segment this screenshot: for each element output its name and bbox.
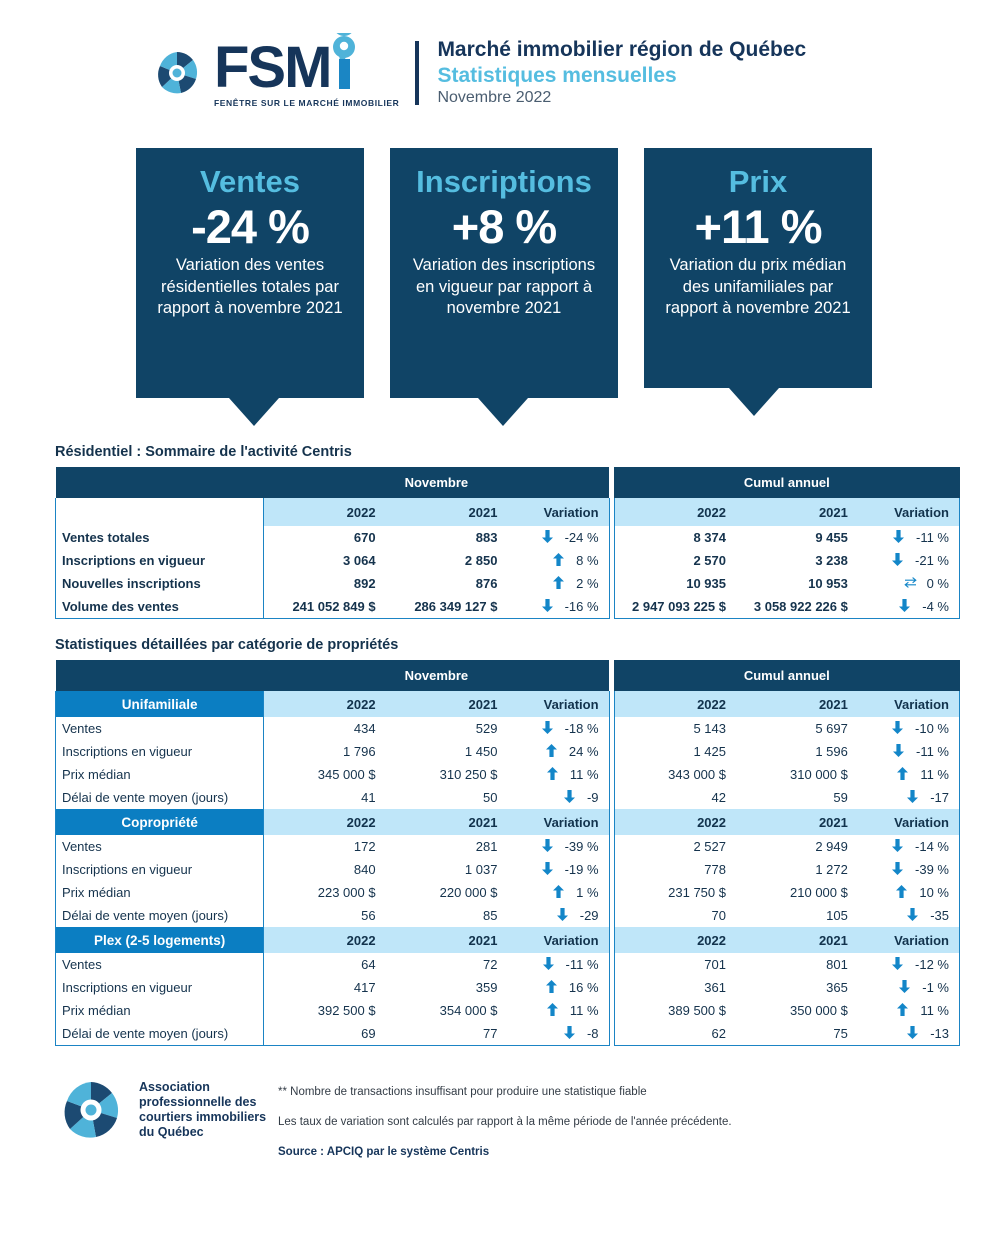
col-header-y2022: 2022 (614, 691, 736, 717)
section-title-2: Copropriété (56, 809, 264, 835)
arrow-down-icon (542, 530, 553, 543)
table-row (56, 595, 960, 619)
cell-ytd-variation: -4 % (858, 595, 960, 619)
table-row (56, 572, 960, 595)
cell-ytd-variation: -35 (858, 904, 960, 927)
cell-nov-2022: 223 000 $ (264, 881, 386, 904)
row-label: Inscriptions en vigueur (56, 740, 264, 763)
col-header-m2022: 2022 (264, 691, 386, 717)
page-date: Novembre 2022 (437, 89, 552, 107)
table-row (56, 835, 960, 858)
cell-ytd-2022: 5 143 (614, 717, 736, 740)
group-header-cumul: Cumul annuel (614, 467, 959, 498)
cell-ytd-2021: 365 (736, 976, 858, 999)
cell-nov-variation: -19 % (507, 858, 609, 881)
cell-nov-2021: 281 (386, 835, 508, 858)
cell-nov-2021: 220 000 $ (386, 881, 508, 904)
cell-nov-variation: -39 % (507, 835, 609, 858)
cell-ytd-2021: 105 (736, 904, 858, 927)
arrow-up-icon (547, 1003, 558, 1016)
table-row (56, 904, 960, 927)
header-titles (437, 37, 806, 109)
row-label: Inscriptions en vigueur (56, 858, 264, 881)
fsmi-word-row (214, 35, 399, 101)
fsmi-wordmark (214, 35, 400, 108)
cell-ytd-2022: 361 (614, 976, 736, 999)
cell-ytd-variation: -1 % (858, 976, 960, 999)
group-header-novembre: Novembre (264, 467, 609, 498)
cell-ytd-2021: 75 (736, 1022, 858, 1046)
cell-nov-variation: 8 % (507, 549, 609, 572)
kpi-description: Variation du prix médian des unifamiliales par rapport à novembre 2021 (665, 256, 851, 318)
col-header-y2021: 2021 (736, 809, 858, 835)
kpi-description: Variation des ventes résidentielles totales par rapport à novembre 2021 (157, 256, 343, 318)
arrow-down-icon (892, 721, 903, 734)
cell-ytd-variation: -11 % (858, 740, 960, 763)
cell-ytd-2021: 350 000 $ (736, 999, 858, 1022)
row-label: Prix médian (56, 763, 264, 786)
col-header-m2022: 2022 (264, 809, 386, 835)
col-header-yvar: Variation (858, 809, 960, 835)
cell-ytd-2022: 10 935 (614, 572, 736, 595)
cell-ytd-2021: 3 238 (736, 549, 858, 572)
row-label: Volume des ventes (56, 595, 264, 619)
kpi-title: Inscriptions (416, 164, 592, 199)
table-row (56, 858, 960, 881)
arrow-up-icon (553, 885, 564, 898)
col-header-y2022: 2022 (614, 927, 736, 953)
cell-ytd-2022: 2 527 (614, 835, 736, 858)
cell-ytd-2021: 2 949 (736, 835, 858, 858)
cell-nov-2022: 392 500 $ (264, 999, 386, 1022)
cell-ytd-2021: 59 (736, 786, 858, 809)
group-header-novembre: Novembre (264, 660, 609, 691)
table2-group-header-row (56, 660, 960, 691)
cell-nov-variation: 11 % (507, 999, 609, 1022)
kpi-title: Ventes (200, 164, 300, 199)
arrow-up-icon (553, 553, 564, 566)
section-header-row (56, 809, 960, 835)
table-row (56, 999, 960, 1022)
arrow-down-icon (542, 839, 553, 852)
col-header-m2021: 2021 (386, 498, 508, 526)
table1-head (56, 467, 960, 526)
cell-ytd-2021: 801 (736, 953, 858, 976)
fsmi-letters: FSM (214, 35, 331, 101)
arrow-down-icon (564, 790, 575, 803)
table-row (56, 740, 960, 763)
page-footer (55, 1074, 1000, 1158)
footnote-source: Source : APCIQ par le système Centris (278, 1146, 490, 1158)
corner-cell-2 (56, 498, 264, 526)
arrow-up-icon (553, 576, 564, 589)
col-header-m2021: 2021 (386, 691, 508, 717)
row-label: Délai de vente moyen (jours) (56, 1022, 264, 1046)
apciq-logo (55, 1074, 270, 1146)
cell-ytd-2022: 70 (614, 904, 736, 927)
table-row (56, 549, 960, 572)
page-subtitle: Statistiques mensuelles (437, 63, 677, 87)
kpi-card-prix (644, 148, 872, 426)
kpi-value: +8 % (451, 199, 557, 253)
header-divider (415, 41, 419, 105)
fsmi-i-pin-icon (330, 39, 364, 95)
cell-ytd-variation: 11 % (858, 763, 960, 786)
cell-nov-2022: 417 (264, 976, 386, 999)
group-header-cumul: Cumul annuel (614, 660, 959, 691)
kpi-title: Prix (728, 164, 788, 199)
table-row (56, 786, 960, 809)
section-header-row (56, 927, 960, 953)
cell-nov-variation: -9 (507, 786, 609, 809)
col-header-y2022: 2022 (614, 498, 736, 526)
cell-ytd-2021: 1 272 (736, 858, 858, 881)
arrow-down-icon (892, 862, 903, 875)
row-label: Prix médian (56, 999, 264, 1022)
corner-cell (56, 660, 264, 691)
cell-nov-2022: 69 (264, 1022, 386, 1046)
cell-nov-2021: 529 (386, 717, 508, 740)
table2-title: Statistiques détaillées par catégorie de propriétés (55, 637, 399, 653)
row-label: Délai de vente moyen (jours) (56, 904, 264, 927)
row-label: Inscriptions en vigueur (56, 549, 264, 572)
table1-title: Résidentiel : Sommaire de l'activité Centris (55, 444, 352, 460)
cell-ytd-2022: 8 374 (614, 526, 736, 549)
page-header (0, 0, 1000, 118)
cell-ytd-2022: 701 (614, 953, 736, 976)
col-header-m2021: 2021 (386, 927, 508, 953)
col-header-m2022: 2022 (264, 498, 386, 526)
cell-nov-variation: 11 % (507, 763, 609, 786)
row-label: Ventes (56, 717, 264, 740)
table-row (56, 1022, 960, 1046)
cell-ytd-2022: 389 500 $ (614, 999, 736, 1022)
col-header-m2022: 2022 (264, 927, 386, 953)
col-header-m2021: 2021 (386, 809, 508, 835)
cell-nov-2021: 354 000 $ (386, 999, 508, 1022)
cell-ytd-variation: 11 % (858, 999, 960, 1022)
cell-nov-2021: 77 (386, 1022, 508, 1046)
footnote-variation: Les taux de variation sont calculés par rapport à la même période de l'année précédente. (278, 1116, 732, 1128)
arrow-down-icon (907, 908, 918, 921)
cell-ytd-2021: 1 596 (736, 740, 858, 763)
footnote-insufficient: ** Nombre de transactions insuffisant pour produire une statistique fiable (278, 1086, 647, 1098)
arrow-flat-icon (904, 576, 915, 589)
table2-head (56, 660, 960, 691)
cell-nov-variation: 1 % (507, 881, 609, 904)
cell-nov-2022: 172 (264, 835, 386, 858)
section-title-1: Unifamiliale (56, 691, 264, 717)
cell-nov-2022: 434 (264, 717, 386, 740)
cell-ytd-variation: -11 % (858, 526, 960, 549)
arrow-up-icon (546, 744, 557, 757)
cell-ytd-2022: 343 000 $ (614, 763, 736, 786)
kpi-pointer (729, 388, 779, 416)
cell-ytd-2022: 231 750 $ (614, 881, 736, 904)
apciq-name: Association professionnelle des courtiers immobiliers du Québec (139, 1079, 267, 1140)
arrow-down-icon (542, 599, 553, 612)
cell-nov-2022: 56 (264, 904, 386, 927)
cell-nov-variation: -18 % (507, 717, 609, 740)
arrow-down-icon (899, 599, 910, 612)
page-title: Marché immobilier région de Québec (437, 37, 807, 61)
cell-nov-variation: -8 (507, 1022, 609, 1046)
section-title-3: Plex (2-5 logements) (56, 927, 264, 953)
col-header-mvar: Variation (507, 691, 609, 717)
table1-body (56, 526, 960, 619)
table2-wrapper (55, 660, 960, 1046)
col-header-mvar: Variation (507, 498, 609, 526)
table-row (56, 763, 960, 786)
arrow-down-icon (892, 839, 903, 852)
row-label: Prix médian (56, 881, 264, 904)
fsmi-pinwheel-icon (150, 46, 204, 100)
arrow-up-icon (546, 980, 557, 993)
cell-nov-2022: 840 (264, 858, 386, 881)
arrow-down-icon (542, 721, 553, 734)
cell-ytd-variation: 10 % (858, 881, 960, 904)
cell-nov-2021: 1 450 (386, 740, 508, 763)
cell-nov-2021: 85 (386, 904, 508, 927)
fsmi-logo (150, 35, 400, 108)
cell-ytd-2021: 9 455 (736, 526, 858, 549)
cell-nov-2022: 1 796 (264, 740, 386, 763)
kpi-pointer (478, 398, 528, 426)
col-header-y2021: 2021 (736, 498, 858, 526)
col-header-y2021: 2021 (736, 927, 858, 953)
cell-nov-2022: 670 (264, 526, 386, 549)
cell-nov-2022: 892 (264, 572, 386, 595)
cell-nov-variation: 16 % (507, 976, 609, 999)
kpi-row (0, 148, 1000, 426)
col-header-mvar: Variation (507, 809, 609, 835)
cell-nov-2021: 359 (386, 976, 508, 999)
cell-nov-2021: 72 (386, 953, 508, 976)
cell-nov-variation: -24 % (507, 526, 609, 549)
cell-nov-variation: 2 % (507, 572, 609, 595)
arrow-down-icon (893, 744, 904, 757)
col-header-yvar: Variation (858, 927, 960, 953)
arrow-up-icon (897, 1003, 908, 1016)
cell-ytd-2022: 2 570 (614, 549, 736, 572)
col-header-yvar: Variation (858, 498, 960, 526)
cell-ytd-variation: 0 % (858, 572, 960, 595)
table1-group-header-row (56, 467, 960, 498)
section-header-row (56, 691, 960, 717)
arrow-down-icon (542, 862, 553, 875)
row-label: Nouvelles inscriptions (56, 572, 264, 595)
cell-ytd-2022: 62 (614, 1022, 736, 1046)
col-header-yvar: Variation (858, 691, 960, 717)
table1-wrapper (55, 467, 960, 619)
row-label: Ventes (56, 953, 264, 976)
col-header-y2021: 2021 (736, 691, 858, 717)
arrow-down-icon (907, 790, 918, 803)
col-header-y2022: 2022 (614, 809, 736, 835)
row-label: Ventes (56, 835, 264, 858)
table-row (56, 881, 960, 904)
kpi-value: +11 % (694, 199, 822, 253)
arrow-down-icon (543, 957, 554, 970)
arrow-up-icon (896, 885, 907, 898)
table-row (56, 717, 960, 740)
row-label: Ventes totales (56, 526, 264, 549)
arrow-down-icon (892, 957, 903, 970)
row-label: Délai de vente moyen (jours) (56, 786, 264, 809)
cell-ytd-2021: 310 000 $ (736, 763, 858, 786)
corner-cell (56, 467, 264, 498)
cell-nov-variation: -11 % (507, 953, 609, 976)
cell-nov-2021: 1 037 (386, 858, 508, 881)
cell-nov-2022: 64 (264, 953, 386, 976)
kpi-card-ventes (136, 148, 364, 426)
cell-ytd-2021: 210 000 $ (736, 881, 858, 904)
table1-column-header-row (56, 498, 960, 526)
cell-nov-2022: 345 000 $ (264, 763, 386, 786)
apciq-pinwheel-icon (55, 1074, 127, 1146)
residential-summary-table (55, 467, 960, 619)
fsmi-tagline: FENÊTRE SUR LE MARCHÉ IMMOBILIER (214, 97, 400, 108)
arrow-down-icon (892, 553, 903, 566)
cell-nov-2021: 876 (386, 572, 508, 595)
cell-nov-2022: 3 064 (264, 549, 386, 572)
row-label: Inscriptions en vigueur (56, 976, 264, 999)
table2-body (56, 691, 960, 1046)
arrow-down-icon (899, 980, 910, 993)
cell-nov-2021: 286 349 127 $ (386, 595, 508, 619)
cell-nov-2021: 883 (386, 526, 508, 549)
arrow-up-icon (897, 767, 908, 780)
arrow-down-icon (564, 1026, 575, 1039)
kpi-pointer (229, 398, 279, 426)
cell-ytd-2022: 1 425 (614, 740, 736, 763)
table-row (56, 953, 960, 976)
arrow-up-icon (547, 767, 558, 780)
arrow-down-icon (893, 530, 904, 543)
col-header-mvar: Variation (507, 927, 609, 953)
cell-nov-variation: -29 (507, 904, 609, 927)
cell-nov-2021: 2 850 (386, 549, 508, 572)
cell-ytd-variation: -21 % (858, 549, 960, 572)
kpi-description: Variation des inscriptions en vigueur par rapport à novembre 2021 (412, 256, 596, 318)
cell-ytd-2022: 2 947 093 225 $ (614, 595, 736, 619)
cell-ytd-2022: 778 (614, 858, 736, 881)
cell-ytd-2021: 5 697 (736, 717, 858, 740)
footer-notes (278, 1074, 732, 1158)
cell-nov-2022: 241 052 849 $ (264, 595, 386, 619)
cell-nov-2021: 310 250 $ (386, 763, 508, 786)
detailed-statistics-table (55, 660, 960, 1046)
kpi-card-inscriptions (390, 148, 618, 426)
cell-ytd-2021: 3 058 922 226 $ (736, 595, 858, 619)
cell-ytd-variation: -12 % (858, 953, 960, 976)
cell-ytd-2021: 10 953 (736, 572, 858, 595)
cell-ytd-variation: -17 (858, 786, 960, 809)
table-row (56, 976, 960, 999)
cell-nov-2021: 50 (386, 786, 508, 809)
kpi-value: -24 % (191, 199, 309, 253)
cell-ytd-variation: -13 (858, 1022, 960, 1046)
cell-nov-2022: 41 (264, 786, 386, 809)
cell-ytd-2022: 42 (614, 786, 736, 809)
table-row (56, 526, 960, 549)
cell-ytd-variation: -10 % (858, 717, 960, 740)
cell-ytd-variation: -14 % (858, 835, 960, 858)
cell-nov-variation: -16 % (507, 595, 609, 619)
arrow-down-icon (557, 908, 568, 921)
arrow-down-icon (907, 1026, 918, 1039)
cell-ytd-variation: -39 % (858, 858, 960, 881)
cell-nov-variation: 24 % (507, 740, 609, 763)
